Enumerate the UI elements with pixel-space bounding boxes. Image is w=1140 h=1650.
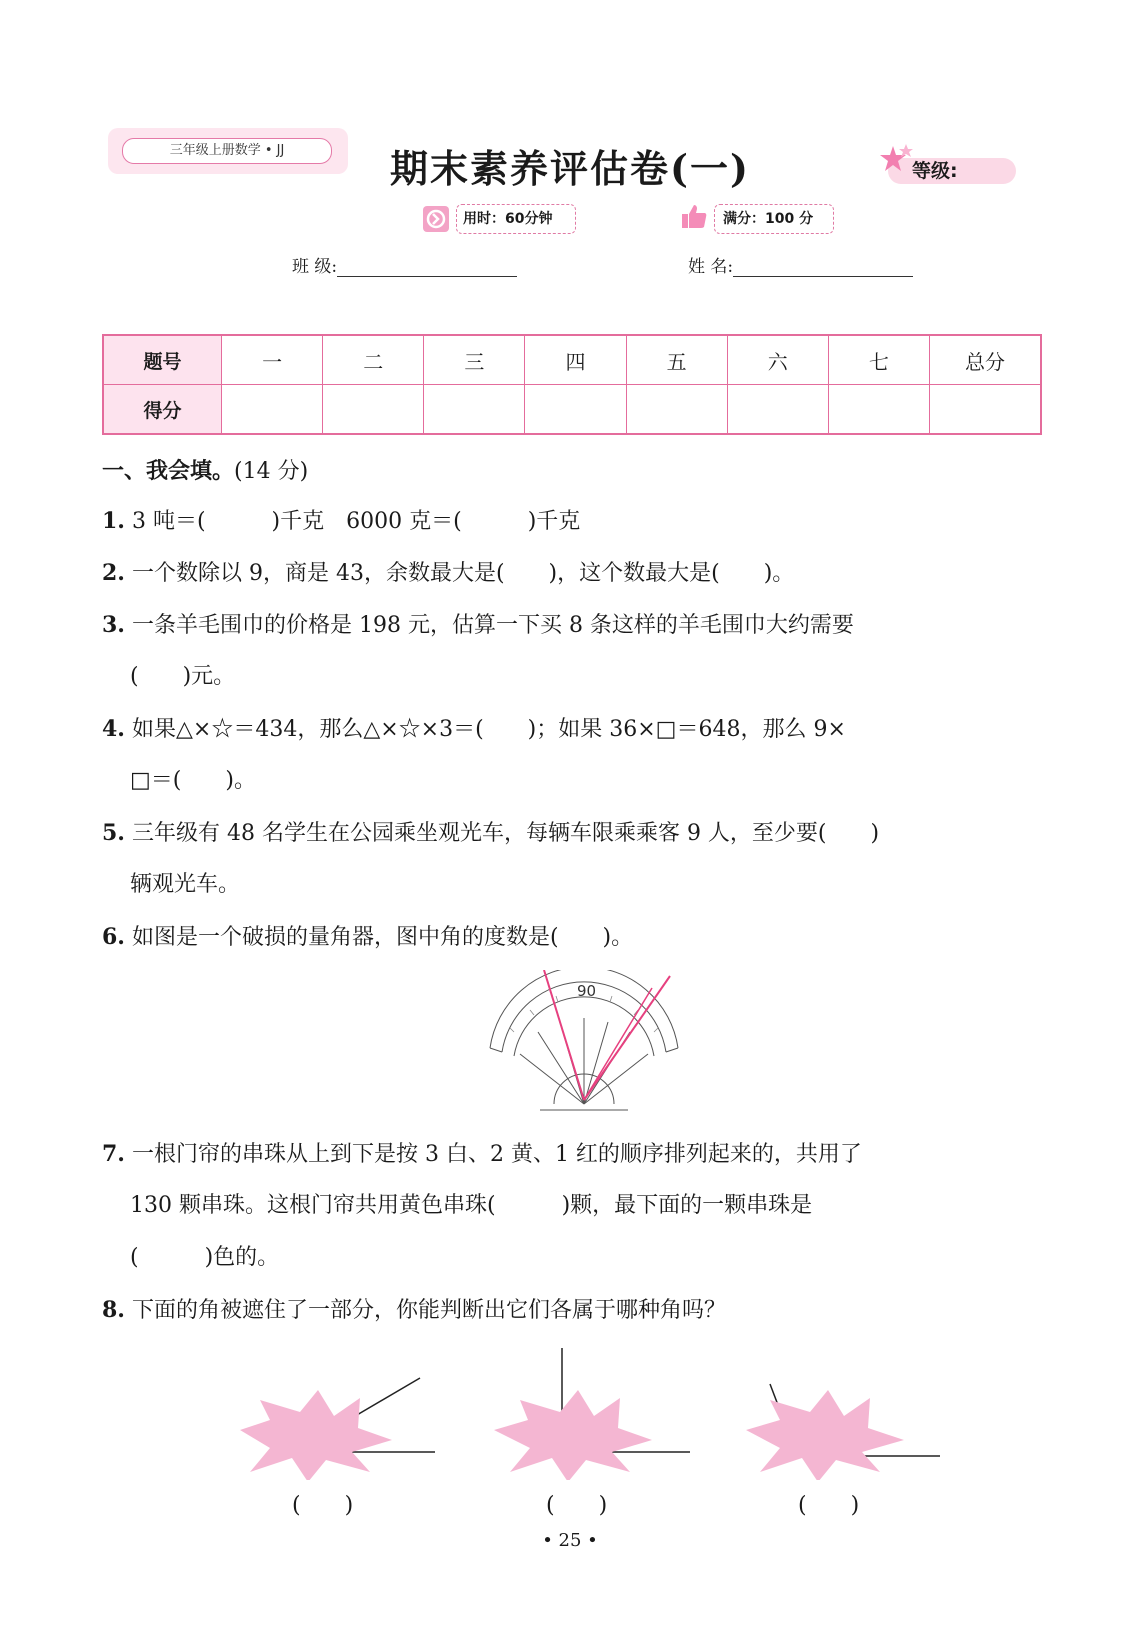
grade-level-label: 等级: (912, 160, 958, 182)
name-label: 姓 名: (688, 257, 734, 277)
hidden-angle-right (490, 1340, 700, 1480)
hidden-angle-obtuse (740, 1340, 950, 1480)
score-cell[interactable] (525, 385, 626, 435)
table-header-cell: 一 (222, 335, 323, 385)
table-header-cell: 四 (525, 335, 626, 385)
score-cell[interactable] (323, 385, 424, 435)
table-header-cell: 六 (727, 335, 828, 385)
thumbs-up-icon (680, 202, 708, 230)
section-title: 一、我会填。 (102, 459, 235, 484)
class-label: 班 级: (292, 257, 338, 277)
full-score: 满分：100 分 (714, 204, 834, 234)
angle-answer-3[interactable]: ( ) (798, 1493, 860, 1518)
score-cell[interactable] (222, 385, 323, 435)
grade-tag-label: 三年级上册数学 • JJ (122, 138, 332, 164)
question-7-line-3: ( )色的。 (130, 1245, 280, 1270)
page-title: 期末素养评估卷(一) (390, 146, 750, 191)
score-cell[interactable] (828, 385, 929, 435)
table-header-cell: 题号 (103, 335, 222, 385)
broken-protractor-figure (480, 970, 690, 1120)
score-table-header-row (103, 335, 1041, 385)
question-3: 3. 一条羊毛围巾的价格是 198 元，估算一下买 8 条这样的羊毛围巾大约需要 (102, 612, 854, 638)
score-table-score-row (103, 385, 1041, 435)
table-header-cell: 总分 (930, 335, 1042, 385)
hidden-angle-acute (230, 1340, 440, 1480)
question-4-line-2: □＝( )。 (130, 768, 256, 793)
time-limit: 用时：60分钟 (456, 204, 576, 234)
angle-answer-1[interactable]: ( ) (292, 1493, 354, 1518)
question-3-line-2: ( )元。 (130, 664, 236, 689)
question-5: 5. 三年级有 48 名学生在公园乘坐观光车，每辆车限乘乘客 9 人，至少要( ) (102, 820, 880, 846)
question-5-line-2: 辆观光车。 (130, 872, 241, 897)
table-header-cell: 七 (828, 335, 929, 385)
section-heading (102, 454, 308, 485)
score-cell[interactable] (930, 385, 1042, 435)
question-4: 4. 如果△×☆＝434，那么△×☆×3＝( )；如果 36×□＝648，那么 9× (102, 716, 846, 742)
question-7-line-2: 130 颗串珠。这根门帘共用黄色串珠( )颗，最下面的一颗串珠是 (130, 1193, 813, 1218)
question-6: 6. 如图是一个破损的量角器，图中角的度数是( )。 (102, 924, 634, 950)
grade-level (880, 138, 1020, 190)
score-cell[interactable] (424, 385, 525, 435)
table-header-cell: 三 (424, 335, 525, 385)
name-field[interactable] (688, 252, 913, 277)
score-cell[interactable] (727, 385, 828, 435)
table-header-cell: 二 (323, 335, 424, 385)
table-header-cell: 五 (626, 335, 727, 385)
clock-icon (422, 205, 450, 233)
question-8: 8. 下面的角被遮住了一部分，你能判断出它们各属于哪种角吗？ (102, 1297, 726, 1323)
question-2: 2. 一个数除以 9，商是 43，余数最大是( )，这个数最大是( )。 (102, 560, 795, 586)
protractor-label-90: 90 (577, 982, 597, 1000)
score-table (102, 334, 1042, 435)
score-cell[interactable] (626, 385, 727, 435)
class-field[interactable] (292, 252, 517, 277)
score-row-label: 得分 (103, 385, 222, 435)
section-points: (14 分) (234, 459, 309, 484)
question-7: 7. 一根门帘的串珠从上到下是按 3 白、2 黄、1 红的顺序排列起来的，共用了 (102, 1141, 862, 1167)
angle-answer-2[interactable]: ( ) (546, 1493, 608, 1518)
question-1: 1. 3 吨＝( )千克 6000 克＝( )千克 (102, 508, 581, 534)
star-icon (880, 144, 914, 178)
page-number: • 25 • (542, 1530, 598, 1551)
